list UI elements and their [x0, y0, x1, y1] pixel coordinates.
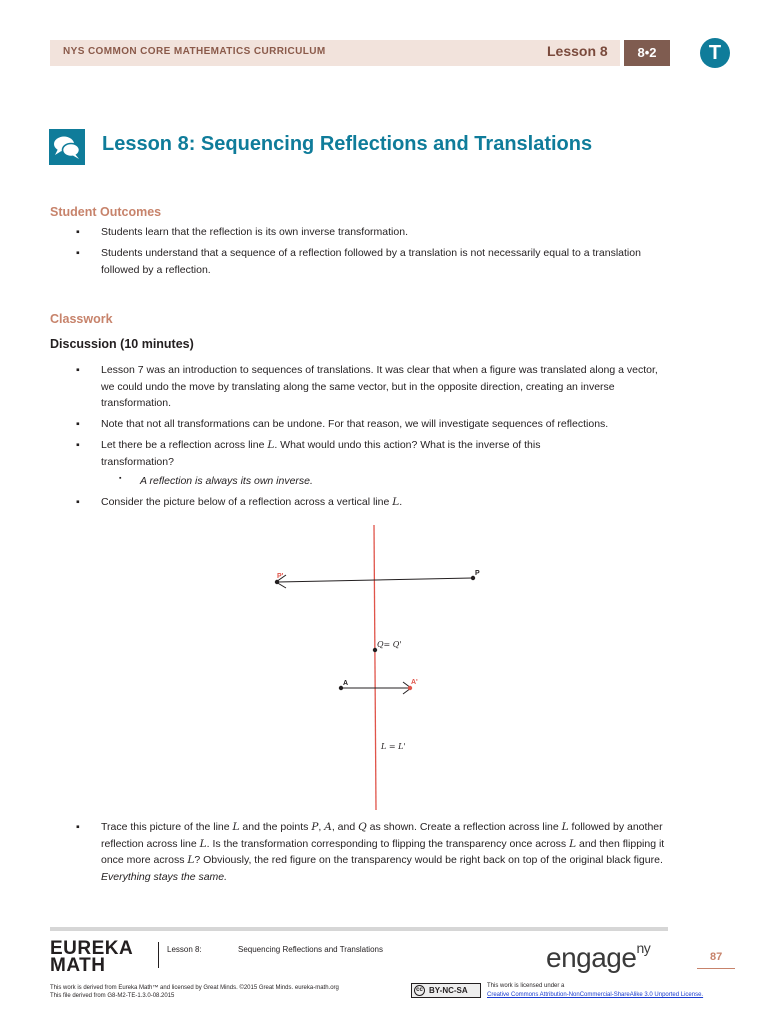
label-p-prime: P' [277, 573, 284, 580]
footer-divider [158, 942, 159, 968]
bullet-icon: ▪ [76, 364, 80, 376]
outcome-item: Students learn that the reflection is its own inverse transformation. [101, 226, 408, 238]
discussion-item: Lesson 7 was an introduction to sequences of translations. It was clear that when a figure was translated along a vector, we could undo the move by translating along the same vector, but in the opposite direction, creating an inverse transformation. [101, 364, 658, 409]
footer-lesson: Lesson 8: [167, 945, 202, 954]
curriculum-label: NYS COMMON CORE MATHEMATICS CURRICULUM [63, 46, 326, 57]
page-number: 87 [710, 951, 723, 963]
discussion-item: Let there be a reflection across line L. What would undo this action? What is the inverse of this transformation? [101, 439, 541, 468]
teacher-badge: T [700, 38, 730, 68]
page-title: Lesson 8: Sequencing Reflections and Translations [102, 133, 593, 155]
footer-file-id: This file derived from G8-M2-TE-1.3.0-08.2015 [50, 993, 175, 999]
cc-license-badge: cc BY-NC-SA [411, 983, 481, 998]
line-l [374, 525, 376, 810]
point-p-prime [275, 580, 279, 584]
sub-bullet-icon: ▪ [119, 475, 122, 482]
eureka-math-logo: EUREKA MATH [50, 938, 134, 976]
label-p: P [475, 570, 480, 577]
reflection-diagram [260, 525, 510, 815]
discussion-heading: Discussion (10 minutes) [50, 337, 194, 351]
cc-icon: cc [414, 985, 425, 996]
student-outcomes-heading: Student Outcomes [50, 205, 162, 219]
lesson-label: Lesson 8 [547, 43, 608, 59]
discussion-answer: A reflection is always its own inverse. [140, 475, 313, 487]
module-badge: 8•2 [624, 40, 670, 66]
label-q: Q= Q' [377, 640, 402, 649]
page-number-rule [697, 968, 735, 969]
discussion-icon [49, 129, 85, 165]
footer-topic: Sequencing Reflections and Translations [238, 945, 383, 954]
footer-rule [50, 927, 668, 931]
label-line: L = L' [381, 742, 406, 751]
bullet-icon: ▪ [76, 418, 80, 430]
license-text: This work is licensed under a [487, 983, 565, 989]
point-a-prime [408, 686, 412, 690]
bullet-icon: ▪ [76, 247, 80, 259]
discussion-item: Consider the picture below of a reflection across a vertical line L. [101, 496, 403, 508]
discussion-item: Trace this picture of the line L and the points P, A, and Q as shown. Create a reflection across line L followed by another reflection across line L. Is the transformation corresponding to flipping the transparency once across L and then flipping it once more across L? Obviously, the red figure on the transparency would be right back on top of the original black figure. Everything stays the same. [101, 821, 665, 883]
label-a-prime: A' [411, 679, 418, 686]
outcome-item: Students understand that a sequence of a reflection followed by a translation is not necessarily equal to a translation followed by a reflection. [101, 247, 641, 276]
classwork-heading: Classwork [50, 312, 113, 326]
engageny-logo: engage$^{ny}$ [546, 939, 651, 973]
label-a: A [343, 680, 349, 687]
bullet-icon: ▪ [76, 496, 80, 508]
bullet-icon: ▪ [76, 226, 80, 238]
footer-copyright: This work is derived from Eureka Math™ and licensed by Great Minds. ©2015 Great Minds. eureka-math.org [50, 985, 339, 991]
discussion-item: Note that not all transformations can be undone. For that reason, we will investigate sequences of reflections. [101, 418, 609, 430]
bullet-icon: ▪ [76, 821, 80, 833]
license-link[interactable]: Creative Commons Attribution-NonCommercial-ShareAlike 3.0 Unported License. [487, 992, 704, 998]
bullet-icon: ▪ [76, 439, 80, 451]
